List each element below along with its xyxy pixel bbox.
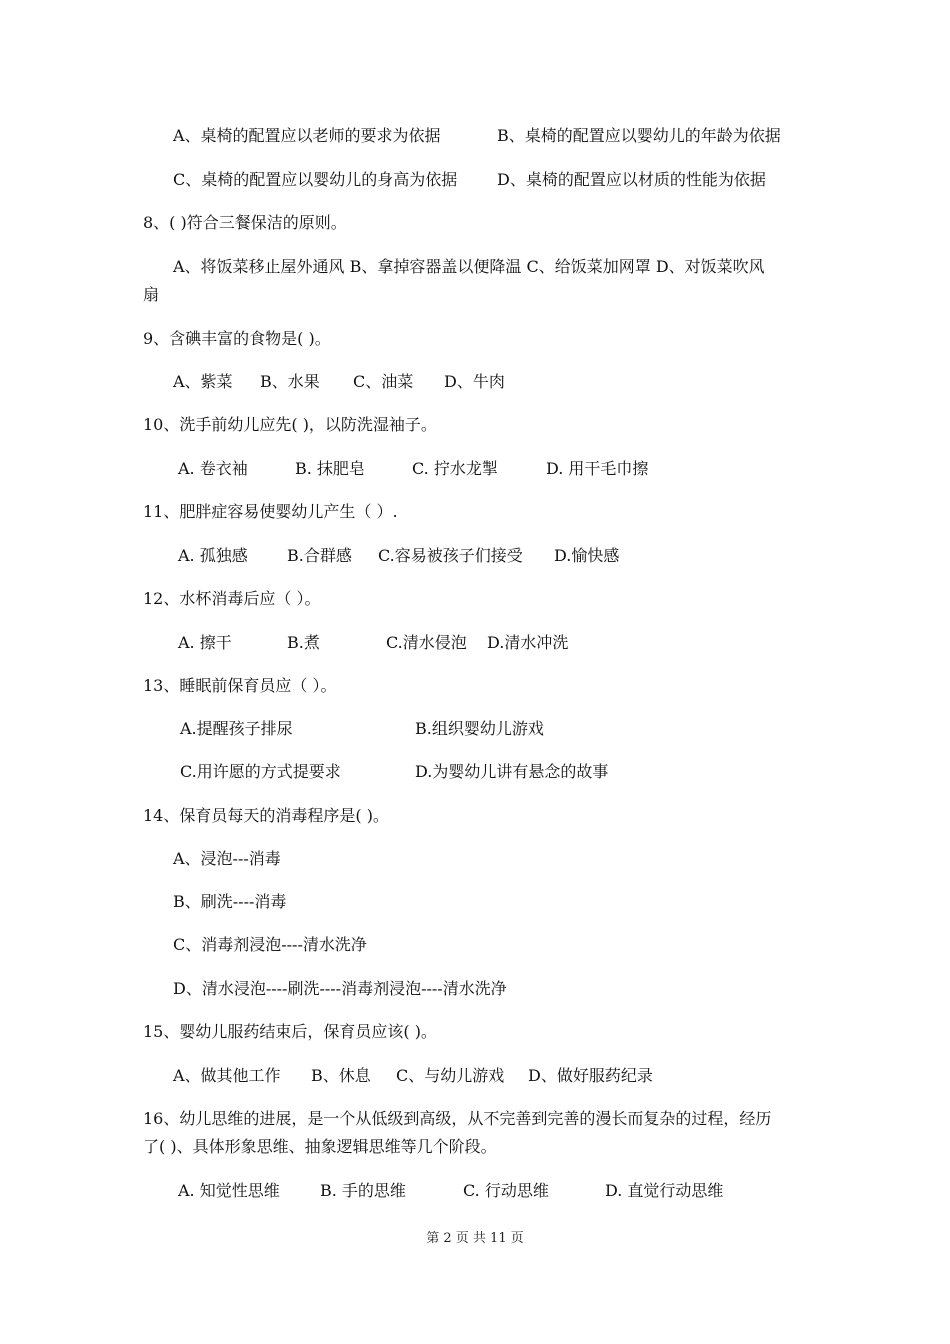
q9-option-d: D、牛肉 <box>444 372 505 391</box>
q10-option-b: B. 抹肥皂 <box>295 459 365 478</box>
page-number-footer: 第 2 页 共 11 页 <box>426 1231 524 1246</box>
q14-stem: 14、保育员每天的消毒程序是( )。 <box>143 806 389 825</box>
q11-option-a: A. 孤独感 <box>178 546 248 565</box>
q12-option-c: C.清水侵泡 <box>386 633 467 652</box>
q11-stem: 11、肥胖症容易使婴幼儿产生（ ）. <box>143 502 398 521</box>
q15-option-b: B、休息 <box>311 1066 371 1085</box>
q12-option-a: A. 擦干 <box>178 633 232 652</box>
q14-option-b: B、刷洗----消毒 <box>173 892 287 911</box>
q8-options-wrap: 扇 <box>143 285 160 304</box>
q13-option-b: B.组织婴幼儿游戏 <box>415 719 544 738</box>
q7-option-c: C、桌椅的配置应以婴幼儿的身高为依据 <box>173 170 458 189</box>
q10-option-a: A. 卷衣袖 <box>178 459 248 478</box>
q9-stem: 9、含碘丰富的食物是( )。 <box>143 329 331 348</box>
q12-option-d: D.清水冲洗 <box>487 633 569 652</box>
q14-option-c: C、消毒剂浸泡----清水洗净 <box>173 935 367 954</box>
q12-stem: 12、水杯消毒后应（ ）。 <box>143 589 321 608</box>
q15-option-c: C、与幼儿游戏 <box>396 1066 505 1085</box>
q8-stem: 8、( )符合三餐保洁的原则。 <box>143 213 347 232</box>
q7-option-a: A、桌椅的配置应以老师的要求为依据 <box>173 126 441 145</box>
q16-option-d: D. 直觉行动思维 <box>605 1181 724 1200</box>
q9-option-c: C、油菜 <box>353 372 414 391</box>
q13-option-a: A.提醒孩子排尿 <box>180 719 293 738</box>
q16-option-b: B. 手的思维 <box>320 1181 406 1200</box>
q13-option-c: C.用许愿的方式提要求 <box>180 762 341 781</box>
q9-option-b: B、水果 <box>260 372 320 391</box>
q14-option-d: D、清水浸泡----刷洗----消毒剂浸泡----清水洗净 <box>173 979 507 998</box>
q8-options: A、将饭菜移止屋外通风 B、拿掉容器盖以便降温 C、给饭菜加网罩 D、对饭菜吹风 <box>173 257 765 276</box>
q10-option-d: D. 用干毛巾擦 <box>546 459 649 478</box>
q14-option-a: A、浸泡---消毒 <box>173 849 281 868</box>
q15-option-a: A、做其他工作 <box>173 1066 281 1085</box>
q7-option-b: B、桌椅的配置应以婴幼儿的年龄为依据 <box>497 126 781 145</box>
q15-option-d: D、做好服药纪录 <box>528 1066 653 1085</box>
q15-stem: 15、婴幼儿服药结束后，保育员应该( )。 <box>143 1022 437 1041</box>
q16-option-a: A. 知觉性思维 <box>178 1181 280 1200</box>
q13-option-d: D.为婴幼儿讲有悬念的故事 <box>415 762 609 781</box>
q16-stem: 16、幼儿思维的进展，是一个从低级到高级，从不完善到完善的漫长而复杂的过程，经历 <box>143 1109 772 1128</box>
q16-option-c: C. 行动思维 <box>463 1181 549 1200</box>
q16-stem-wrap: 了( )、具体形象思维、抽象逻辑思维等几个阶段。 <box>143 1137 497 1156</box>
q11-option-c: C.容易被孩子们接受 <box>378 546 523 565</box>
q7-option-d: D、桌椅的配置应以材质的性能为依据 <box>497 170 766 189</box>
q12-option-b: B.煮 <box>287 633 320 652</box>
q10-option-c: C. 拧水龙掣 <box>412 459 498 478</box>
q13-stem: 13、睡眠前保育员应（ ）。 <box>143 676 337 695</box>
q10-stem: 10、洗手前幼儿应先( )，以防洗湿袖子。 <box>143 415 437 434</box>
q11-option-d: D.愉快感 <box>554 546 620 565</box>
q11-option-b: B.合群感 <box>287 546 352 565</box>
q9-option-a: A、紫菜 <box>173 372 233 391</box>
